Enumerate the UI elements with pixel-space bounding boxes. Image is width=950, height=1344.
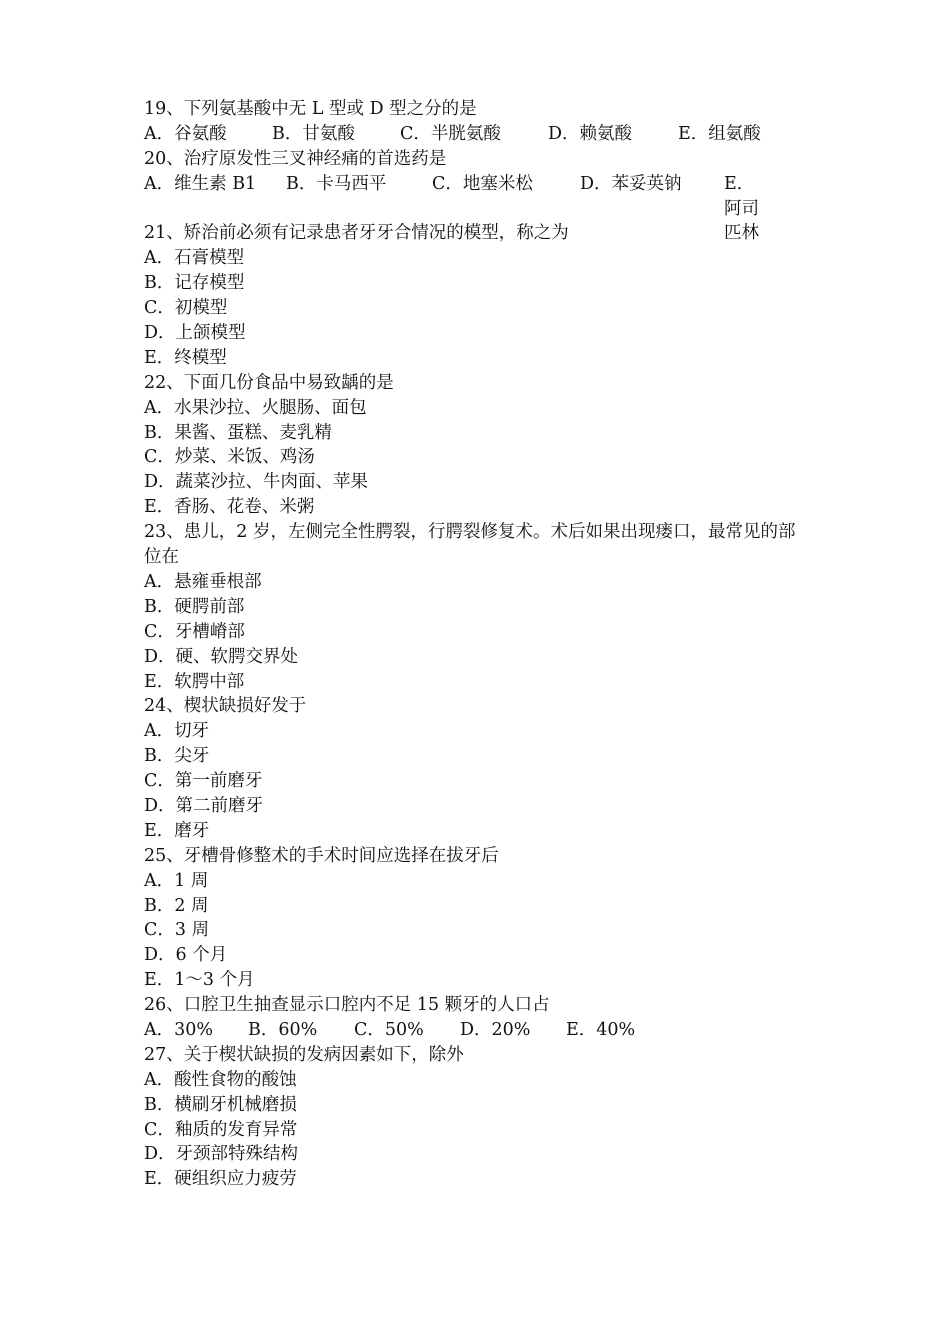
option-b: B．60%	[248, 1019, 318, 1040]
option-e: E．终模型	[144, 347, 227, 368]
question-26-stem: 26、口腔卫生抽查显示口腔内不足 15 颗牙的人口占	[144, 995, 550, 1016]
option-d: D．硬、软腭交界处	[144, 646, 299, 667]
option-d: D．蔬菜沙拉、牛肉面、苹果	[144, 472, 369, 493]
option-a: A．酸性食物的酸蚀	[144, 1069, 297, 1090]
option-e: E．40%	[566, 1019, 636, 1040]
option-e	[724, 172, 764, 244]
option-b: B．横刷牙机械磨损	[144, 1094, 297, 1115]
question-24-stem: 24、楔状缺损好发于	[144, 696, 307, 717]
question-23-stem: 23、患儿，2 岁，左侧完全性腭裂，行腭裂修复术。术后如果出现瘘口，最常见的部位在	[144, 522, 796, 568]
wrap-spacer	[144, 197, 814, 222]
option-e: E．香肠、花卷、米粥	[144, 497, 315, 518]
option-b: B．甘氨酸	[272, 123, 355, 144]
option-e: E．1～3 个月	[144, 970, 255, 991]
option-a: A．悬雍垂根部	[144, 571, 262, 592]
option-b: B．记存模型	[144, 273, 245, 294]
question-22-stem: 22、下面几份食品中易致龋的是	[144, 372, 394, 393]
option-c: C．半胱氨酸	[400, 123, 501, 144]
option-c: C．炒菜、米饭、鸡汤	[144, 447, 315, 468]
option-b: B．2 周	[144, 895, 209, 916]
option-c: C．3 周	[144, 920, 210, 941]
option-a: A．1 周	[144, 870, 209, 891]
option-c: C．第一前磨牙	[144, 771, 263, 792]
option-a: A．30%	[144, 1019, 214, 1040]
option-b: B．果酱、蛋糕、麦乳精	[144, 422, 332, 443]
option-c: C．釉质的发育异常	[144, 1119, 298, 1140]
option-e: E．软腭中部	[144, 671, 245, 692]
option-e-text: E．阿司匹林	[724, 173, 759, 244]
option-e: E．组氨酸	[678, 123, 761, 144]
question-25-stem: 25、牙槽骨修整术的手术时间应选择在拔牙后	[144, 845, 499, 866]
option-c: C．初模型	[144, 298, 228, 319]
option-b: B．尖牙	[144, 746, 210, 767]
option-b: B．卡马西平	[286, 173, 387, 194]
question-19-stem: 19、下列氨基酸中无 L 型或 D 型之分的是	[144, 99, 477, 119]
option-c: C．牙槽嵴部	[144, 621, 245, 642]
option-d: D．苯妥英钠	[580, 173, 682, 194]
option-d: D．20%	[460, 1019, 531, 1040]
option-d: D．牙颈部特殊结构	[144, 1144, 299, 1165]
option-b: B．硬腭前部	[144, 596, 245, 617]
option-a: A．谷氨酸	[144, 123, 227, 144]
option-d: D．上颌模型	[144, 323, 246, 344]
option-a: A．水果沙拉、火腿肠、面包	[144, 397, 367, 418]
question-27-stem: 27、关于楔状缺损的发病因素如下，除外	[144, 1044, 464, 1065]
option-d: D．6 个月	[144, 945, 228, 966]
option-d: D．第二前磨牙	[144, 795, 264, 816]
option-a: A．切牙	[144, 721, 210, 742]
option-e: E．硬组织应力疲劳	[144, 1169, 297, 1190]
option-a: A．石膏模型	[144, 248, 245, 269]
question-20-stem: 20、治疗原发性三叉神经痛的首选药是	[144, 148, 447, 169]
option-c: C．50%	[354, 1019, 424, 1040]
question-19-options	[144, 122, 814, 147]
option-d: D．赖氨酸	[548, 123, 633, 144]
option-c: C．地塞米松	[432, 173, 533, 194]
question-21-stem: 21、矫治前必须有记录患者牙牙合情况的模型，称之为	[144, 223, 569, 244]
option-e: E．磨牙	[144, 820, 210, 841]
option-a: A．维生素 B1	[144, 173, 257, 194]
document-page	[144, 97, 814, 1192]
question-26-options	[144, 1018, 814, 1043]
